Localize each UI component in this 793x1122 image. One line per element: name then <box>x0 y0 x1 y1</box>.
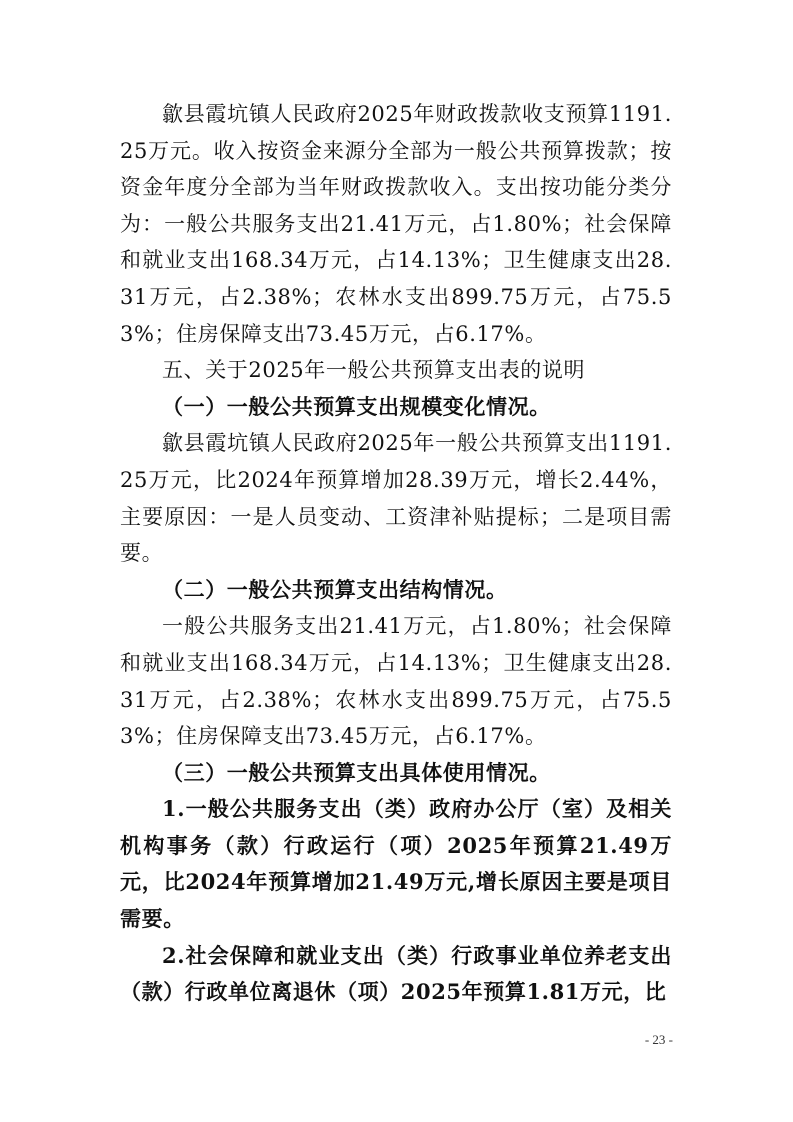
subheading-structure: （二）一般公共预算支出结构情况。 <box>162 576 508 602</box>
document-body <box>120 96 672 1011</box>
usage-item-2: 2.社会保障和就业支出（类）行政事业单位养老支出（款）行政单位离退休（项）2025年预算1.81万元，比 <box>120 942 672 1005</box>
usage-item-1: 1.一般公共服务支出（类）政府办公厅（室）及相关机构事务（款）行政运行（项）2025年预算21.49万元，比2024年预算增加21.49万元,增长原因主要是项目需要。 <box>120 796 672 932</box>
budget-summary-paragraph: 歙县霞坑镇人民政府2025年财政拨款收支预算1191.25万元。收入按资金来源分全部为一般公共预算拨款；按资金年度分全部为当年财政拨款收入。支出按功能分类分为：一般公共服务支出21.41万元，占1.80%；社会保障和就业支出168.34万元，占14.13%；卫生健康支出28.31万元，占2.38%；农林水支出899.75万元，占75.53%；住房保障支出73.45万元，占6.17%。 <box>120 102 672 346</box>
scale-change-paragraph: 歙县霞坑镇人民政府2025年一般公共预算支出1191.25万元，比2024年预算增加28.39万元，增长2.44%，主要原因：一是人员变动、工资津补贴提标；二是项目需要。 <box>120 431 672 566</box>
structure-paragraph: 一般公共服务支出21.41万元，占1.80%；社会保障和就业支出168.34万元，占14.13%；卫生健康支出28.31万元，占2.38%；农林水支出899.75万元，占75.53%；住房保障支出73.45万元，占6.17%。 <box>120 614 672 749</box>
subheading-scale-change: （一）一般公共预算支出规模变化情况。 <box>162 393 551 419</box>
subheading-usage: （三）一般公共预算支出具体使用情况。 <box>162 759 551 785</box>
page-number: - 23 - <box>644 1032 673 1047</box>
section-heading-five: 五、关于2025年一般公共预算支出表的说明 <box>162 358 586 383</box>
